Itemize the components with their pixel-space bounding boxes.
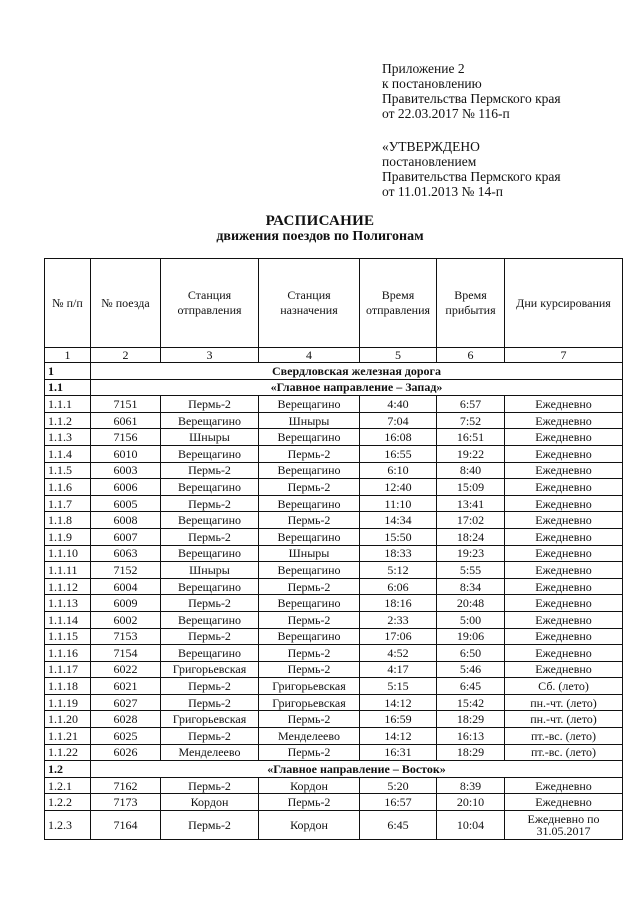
departure-time-cell: 6:45 bbox=[360, 811, 437, 840]
destination-station-cell: Верещагино bbox=[259, 495, 360, 512]
column-number-row bbox=[45, 348, 623, 363]
days-cell: Ежедневно bbox=[505, 445, 623, 462]
arrival-time-cell: 20:48 bbox=[437, 595, 505, 612]
departure-time-cell: 5:20 bbox=[360, 777, 437, 794]
header-cell-days: Дни курсирования bbox=[505, 259, 623, 348]
train-number-cell: 7164 bbox=[91, 811, 161, 840]
table-row bbox=[45, 462, 623, 479]
arrival-time-cell: 10:04 bbox=[437, 811, 505, 840]
column-number: 6 bbox=[437, 348, 505, 363]
row-number-cell: 1.2.3 bbox=[45, 811, 91, 840]
arrival-time-cell: 8:34 bbox=[437, 578, 505, 595]
table-row bbox=[45, 628, 623, 645]
railway-number: 1 bbox=[45, 363, 91, 380]
departure-station-cell: Верещагино bbox=[161, 412, 259, 429]
section-number: 1.2 bbox=[45, 761, 91, 778]
table-row bbox=[45, 562, 623, 579]
departure-station-cell: Верещагино bbox=[161, 645, 259, 662]
appendix-line: к постановлению bbox=[382, 76, 482, 91]
destination-station-cell: Верещагино bbox=[259, 562, 360, 579]
train-number-cell: 7173 bbox=[91, 794, 161, 811]
row-number-cell: 1.1.14 bbox=[45, 611, 91, 628]
arrival-time-cell: 5:55 bbox=[437, 562, 505, 579]
train-number-cell: 6007 bbox=[91, 528, 161, 545]
railway-row bbox=[45, 363, 623, 380]
row-number-cell: 1.1.15 bbox=[45, 628, 91, 645]
table-row bbox=[45, 777, 623, 794]
destination-station-cell: Пермь-2 bbox=[259, 445, 360, 462]
departure-station-cell: Верещагино bbox=[161, 545, 259, 562]
arrival-time-cell: 18:29 bbox=[437, 711, 505, 728]
departure-time-cell: 7:04 bbox=[360, 412, 437, 429]
train-number-cell: 6010 bbox=[91, 445, 161, 462]
title-main: РАСПИСАНИЕ bbox=[265, 213, 375, 229]
approval-line: Правительства Пермского края bbox=[382, 169, 561, 184]
row-number-cell: 1.1.2 bbox=[45, 412, 91, 429]
row-number-cell: 1.1.5 bbox=[45, 462, 91, 479]
column-number: 7 bbox=[505, 348, 623, 363]
arrival-time-cell: 19:22 bbox=[437, 445, 505, 462]
railway-name: Свердловская железная дорога bbox=[91, 363, 623, 380]
row-number-cell: 1.1.1 bbox=[45, 396, 91, 413]
days-cell: Ежедневно bbox=[505, 777, 623, 794]
header-row bbox=[45, 259, 623, 348]
appendix-line: Приложение 2 bbox=[382, 61, 465, 76]
departure-time-cell: 15:50 bbox=[360, 528, 437, 545]
header-cell-departure-time: Время отправления bbox=[360, 259, 437, 348]
appendix-line: от 22.03.2017 № 116-п bbox=[382, 106, 510, 121]
departure-time-cell: 14:34 bbox=[360, 512, 437, 529]
table-row bbox=[45, 545, 623, 562]
table-row bbox=[45, 396, 623, 413]
days-cell: Ежедневно bbox=[505, 611, 623, 628]
document-title bbox=[0, 214, 640, 244]
train-number-cell: 6004 bbox=[91, 578, 161, 595]
departure-time-cell: 16:31 bbox=[360, 744, 437, 761]
column-number: 1 bbox=[45, 348, 91, 363]
table-row bbox=[45, 528, 623, 545]
row-number-cell: 1.1.4 bbox=[45, 445, 91, 462]
train-number-cell: 6003 bbox=[91, 462, 161, 479]
destination-station-cell: Пермь-2 bbox=[259, 661, 360, 678]
departure-time-cell: 18:16 bbox=[360, 595, 437, 612]
row-number-cell: 1.1.10 bbox=[45, 545, 91, 562]
train-number-cell: 6006 bbox=[91, 479, 161, 496]
destination-station-cell: Верещагино bbox=[259, 628, 360, 645]
table-row bbox=[45, 445, 623, 462]
arrival-time-cell: 19:23 bbox=[437, 545, 505, 562]
days-cell: Ежедневно bbox=[505, 396, 623, 413]
departure-time-cell: 6:10 bbox=[360, 462, 437, 479]
days-cell: Ежедневно bbox=[505, 595, 623, 612]
column-number: 5 bbox=[360, 348, 437, 363]
arrival-time-cell: 6:57 bbox=[437, 396, 505, 413]
train-number-cell: 7154 bbox=[91, 645, 161, 662]
days-cell: Ежедневно bbox=[505, 645, 623, 662]
departure-station-cell: Пермь-2 bbox=[161, 528, 259, 545]
train-number-cell: 6022 bbox=[91, 661, 161, 678]
train-number-cell: 6026 bbox=[91, 744, 161, 761]
arrival-time-cell: 19:06 bbox=[437, 628, 505, 645]
table-row bbox=[45, 495, 623, 512]
days-cell: Ежедневно bbox=[505, 661, 623, 678]
section-name: «Главное направление – Восток» bbox=[91, 761, 623, 778]
table-row bbox=[45, 512, 623, 529]
days-cell: пт.-вс. (лето) bbox=[505, 728, 623, 745]
row-number-cell: 1.1.11 bbox=[45, 562, 91, 579]
days-cell: Ежедневно bbox=[505, 528, 623, 545]
train-number-cell: 7152 bbox=[91, 562, 161, 579]
destination-station-cell: Пермь-2 bbox=[259, 645, 360, 662]
row-number-cell: 1.1.13 bbox=[45, 595, 91, 612]
train-number-cell: 7156 bbox=[91, 429, 161, 446]
row-number-cell: 1.1.6 bbox=[45, 479, 91, 496]
departure-station-cell: Верещагино bbox=[161, 578, 259, 595]
departure-station-cell: Пермь-2 bbox=[161, 495, 259, 512]
destination-station-cell: Верещагино bbox=[259, 396, 360, 413]
table-row bbox=[45, 595, 623, 612]
departure-time-cell: 2:33 bbox=[360, 611, 437, 628]
arrival-time-cell: 6:50 bbox=[437, 645, 505, 662]
header-cell-departure-station: Станция отправления bbox=[161, 259, 259, 348]
departure-time-cell: 6:06 bbox=[360, 578, 437, 595]
destination-station-cell: Пермь-2 bbox=[259, 711, 360, 728]
days-cell: Ежедневно bbox=[505, 562, 623, 579]
departure-time-cell: 4:52 bbox=[360, 645, 437, 662]
departure-time-cell: 16:57 bbox=[360, 794, 437, 811]
departure-time-cell: 16:08 bbox=[360, 429, 437, 446]
column-number: 3 bbox=[161, 348, 259, 363]
row-number-cell: 1.1.8 bbox=[45, 512, 91, 529]
destination-station-cell: Пермь-2 bbox=[259, 611, 360, 628]
table-row bbox=[45, 661, 623, 678]
departure-time-cell: 4:17 bbox=[360, 661, 437, 678]
row-number-cell: 1.1.16 bbox=[45, 645, 91, 662]
train-number-cell: 6063 bbox=[91, 545, 161, 562]
arrival-time-cell: 16:13 bbox=[437, 728, 505, 745]
departure-time-cell: 12:40 bbox=[360, 479, 437, 496]
days-cell: Ежедневно по 31.05.2017 bbox=[505, 811, 623, 840]
days-cell: пн.-чт. (лето) bbox=[505, 711, 623, 728]
arrival-time-cell: 15:42 bbox=[437, 694, 505, 711]
arrival-time-cell: 8:39 bbox=[437, 777, 505, 794]
departure-station-cell: Пермь-2 bbox=[161, 396, 259, 413]
arrival-time-cell: 8:40 bbox=[437, 462, 505, 479]
days-cell: Ежедневно bbox=[505, 794, 623, 811]
row-number-cell: 1.1.21 bbox=[45, 728, 91, 745]
departure-time-cell: 4:40 bbox=[360, 396, 437, 413]
table-row bbox=[45, 694, 623, 711]
row-number-cell: 1.1.22 bbox=[45, 744, 91, 761]
days-cell: Ежедневно bbox=[505, 495, 623, 512]
row-number-cell: 1.1.3 bbox=[45, 429, 91, 446]
departure-station-cell: Пермь-2 bbox=[161, 811, 259, 840]
destination-station-cell: Кордон bbox=[259, 811, 360, 840]
departure-station-cell: Шныры bbox=[161, 429, 259, 446]
table-row bbox=[45, 479, 623, 496]
destination-station-cell: Григорьевская bbox=[259, 694, 360, 711]
header-cell-destination-station: Станция назначения bbox=[259, 259, 360, 348]
train-number-cell: 6028 bbox=[91, 711, 161, 728]
arrival-time-cell: 18:29 bbox=[437, 744, 505, 761]
destination-station-cell: Верещагино bbox=[259, 462, 360, 479]
train-number-cell: 7162 bbox=[91, 777, 161, 794]
table-row bbox=[45, 429, 623, 446]
days-cell: Ежедневно bbox=[505, 479, 623, 496]
departure-station-cell: Шныры bbox=[161, 562, 259, 579]
train-number-cell: 6025 bbox=[91, 728, 161, 745]
schedule-body bbox=[45, 348, 623, 840]
train-number-cell: 6005 bbox=[91, 495, 161, 512]
table-row bbox=[45, 611, 623, 628]
train-number-cell: 6009 bbox=[91, 595, 161, 612]
days-cell: Ежедневно bbox=[505, 545, 623, 562]
destination-station-cell: Пермь-2 bbox=[259, 744, 360, 761]
departure-station-cell: Пермь-2 bbox=[161, 595, 259, 612]
arrival-time-cell: 18:24 bbox=[437, 528, 505, 545]
table-row bbox=[45, 744, 623, 761]
arrival-time-cell: 20:10 bbox=[437, 794, 505, 811]
train-number-cell: 7153 bbox=[91, 628, 161, 645]
approval-line: постановлением bbox=[382, 154, 477, 169]
destination-station-cell: Верещагино bbox=[259, 528, 360, 545]
departure-time-cell: 14:12 bbox=[360, 728, 437, 745]
approval-line: «УТВЕРЖДЕНО bbox=[382, 139, 480, 154]
departure-time-cell: 14:12 bbox=[360, 694, 437, 711]
row-number-cell: 1.1.20 bbox=[45, 711, 91, 728]
section-row bbox=[45, 761, 623, 778]
table-row bbox=[45, 412, 623, 429]
train-number-cell: 6008 bbox=[91, 512, 161, 529]
destination-station-cell: Пермь-2 bbox=[259, 794, 360, 811]
row-number-cell: 1.1.12 bbox=[45, 578, 91, 595]
departure-time-cell: 5:12 bbox=[360, 562, 437, 579]
departure-station-cell: Пермь-2 bbox=[161, 678, 259, 695]
departure-time-cell: 16:55 bbox=[360, 445, 437, 462]
table-row bbox=[45, 811, 623, 840]
days-cell: Ежедневно bbox=[505, 462, 623, 479]
table-row bbox=[45, 678, 623, 695]
header-cell-train: № поезда bbox=[91, 259, 161, 348]
approval-header bbox=[382, 139, 632, 199]
days-cell: Ежедневно bbox=[505, 512, 623, 529]
destination-station-cell: Менделеево bbox=[259, 728, 360, 745]
arrival-time-cell: 6:45 bbox=[437, 678, 505, 695]
destination-station-cell: Пермь-2 bbox=[259, 512, 360, 529]
days-cell: пн.-чт. (лето) bbox=[505, 694, 623, 711]
arrival-time-cell: 15:09 bbox=[437, 479, 505, 496]
destination-station-cell: Верещагино bbox=[259, 595, 360, 612]
train-number-cell: 6021 bbox=[91, 678, 161, 695]
row-number-cell: 1.1.7 bbox=[45, 495, 91, 512]
departure-time-cell: 16:59 bbox=[360, 711, 437, 728]
arrival-time-cell: 5:00 bbox=[437, 611, 505, 628]
departure-station-cell: Пермь-2 bbox=[161, 462, 259, 479]
departure-station-cell: Верещагино bbox=[161, 445, 259, 462]
departure-time-cell: 17:06 bbox=[360, 628, 437, 645]
train-number-cell: 6027 bbox=[91, 694, 161, 711]
column-number: 2 bbox=[91, 348, 161, 363]
train-number-cell: 7151 bbox=[91, 396, 161, 413]
departure-station-cell: Верещагино bbox=[161, 611, 259, 628]
appendix-line: Правительства Пермского края bbox=[382, 91, 561, 106]
departure-time-cell: 18:33 bbox=[360, 545, 437, 562]
section-number: 1.1 bbox=[45, 379, 91, 396]
departure-time-cell: 11:10 bbox=[360, 495, 437, 512]
table-row bbox=[45, 645, 623, 662]
departure-station-cell: Пермь-2 bbox=[161, 694, 259, 711]
section-row bbox=[45, 379, 623, 396]
header-cell-number: № п/п bbox=[45, 259, 91, 348]
schedule-table bbox=[44, 258, 623, 840]
arrival-time-cell: 7:52 bbox=[437, 412, 505, 429]
header-cell-arrival-time: Время прибытия bbox=[437, 259, 505, 348]
table-row bbox=[45, 578, 623, 595]
approval-line: от 11.01.2013 № 14-п bbox=[382, 184, 503, 199]
days-cell: Ежедневно bbox=[505, 628, 623, 645]
days-cell: Ежедневно bbox=[505, 578, 623, 595]
table-row bbox=[45, 794, 623, 811]
departure-station-cell: Верещагино bbox=[161, 512, 259, 529]
departure-station-cell: Пермь-2 bbox=[161, 628, 259, 645]
destination-station-cell: Шныры bbox=[259, 412, 360, 429]
arrival-time-cell: 13:41 bbox=[437, 495, 505, 512]
departure-station-cell: Верещагино bbox=[161, 479, 259, 496]
appendix-header bbox=[382, 61, 632, 121]
train-number-cell: 6002 bbox=[91, 611, 161, 628]
days-cell: пт.-вс. (лето) bbox=[505, 744, 623, 761]
destination-station-cell: Верещагино bbox=[259, 429, 360, 446]
row-number-cell: 1.1.18 bbox=[45, 678, 91, 695]
row-number-cell: 1.1.17 bbox=[45, 661, 91, 678]
row-number-cell: 1.2.1 bbox=[45, 777, 91, 794]
departure-station-cell: Григорьевская bbox=[161, 711, 259, 728]
departure-station-cell: Кордон bbox=[161, 794, 259, 811]
title-subtitle: движения поездов по Полигонам bbox=[216, 229, 424, 244]
table-row bbox=[45, 711, 623, 728]
days-cell: Ежедневно bbox=[505, 429, 623, 446]
table-row bbox=[45, 728, 623, 745]
destination-station-cell: Шныры bbox=[259, 545, 360, 562]
arrival-time-cell: 5:46 bbox=[437, 661, 505, 678]
arrival-time-cell: 16:51 bbox=[437, 429, 505, 446]
row-number-cell: 1.2.2 bbox=[45, 794, 91, 811]
column-number: 4 bbox=[259, 348, 360, 363]
departure-station-cell: Пермь-2 bbox=[161, 728, 259, 745]
days-cell: Ежедневно bbox=[505, 412, 623, 429]
departure-time-cell: 5:15 bbox=[360, 678, 437, 695]
destination-station-cell: Кордон bbox=[259, 777, 360, 794]
departure-station-cell: Григорьевская bbox=[161, 661, 259, 678]
row-number-cell: 1.1.19 bbox=[45, 694, 91, 711]
section-name: «Главное направление – Запад» bbox=[91, 379, 623, 396]
row-number-cell: 1.1.9 bbox=[45, 528, 91, 545]
departure-station-cell: Пермь-2 bbox=[161, 777, 259, 794]
train-number-cell: 6061 bbox=[91, 412, 161, 429]
departure-station-cell: Менделеево bbox=[161, 744, 259, 761]
destination-station-cell: Пермь-2 bbox=[259, 578, 360, 595]
days-cell: Сб. (лето) bbox=[505, 678, 623, 695]
arrival-time-cell: 17:02 bbox=[437, 512, 505, 529]
destination-station-cell: Пермь-2 bbox=[259, 479, 360, 496]
destination-station-cell: Григорьевская bbox=[259, 678, 360, 695]
